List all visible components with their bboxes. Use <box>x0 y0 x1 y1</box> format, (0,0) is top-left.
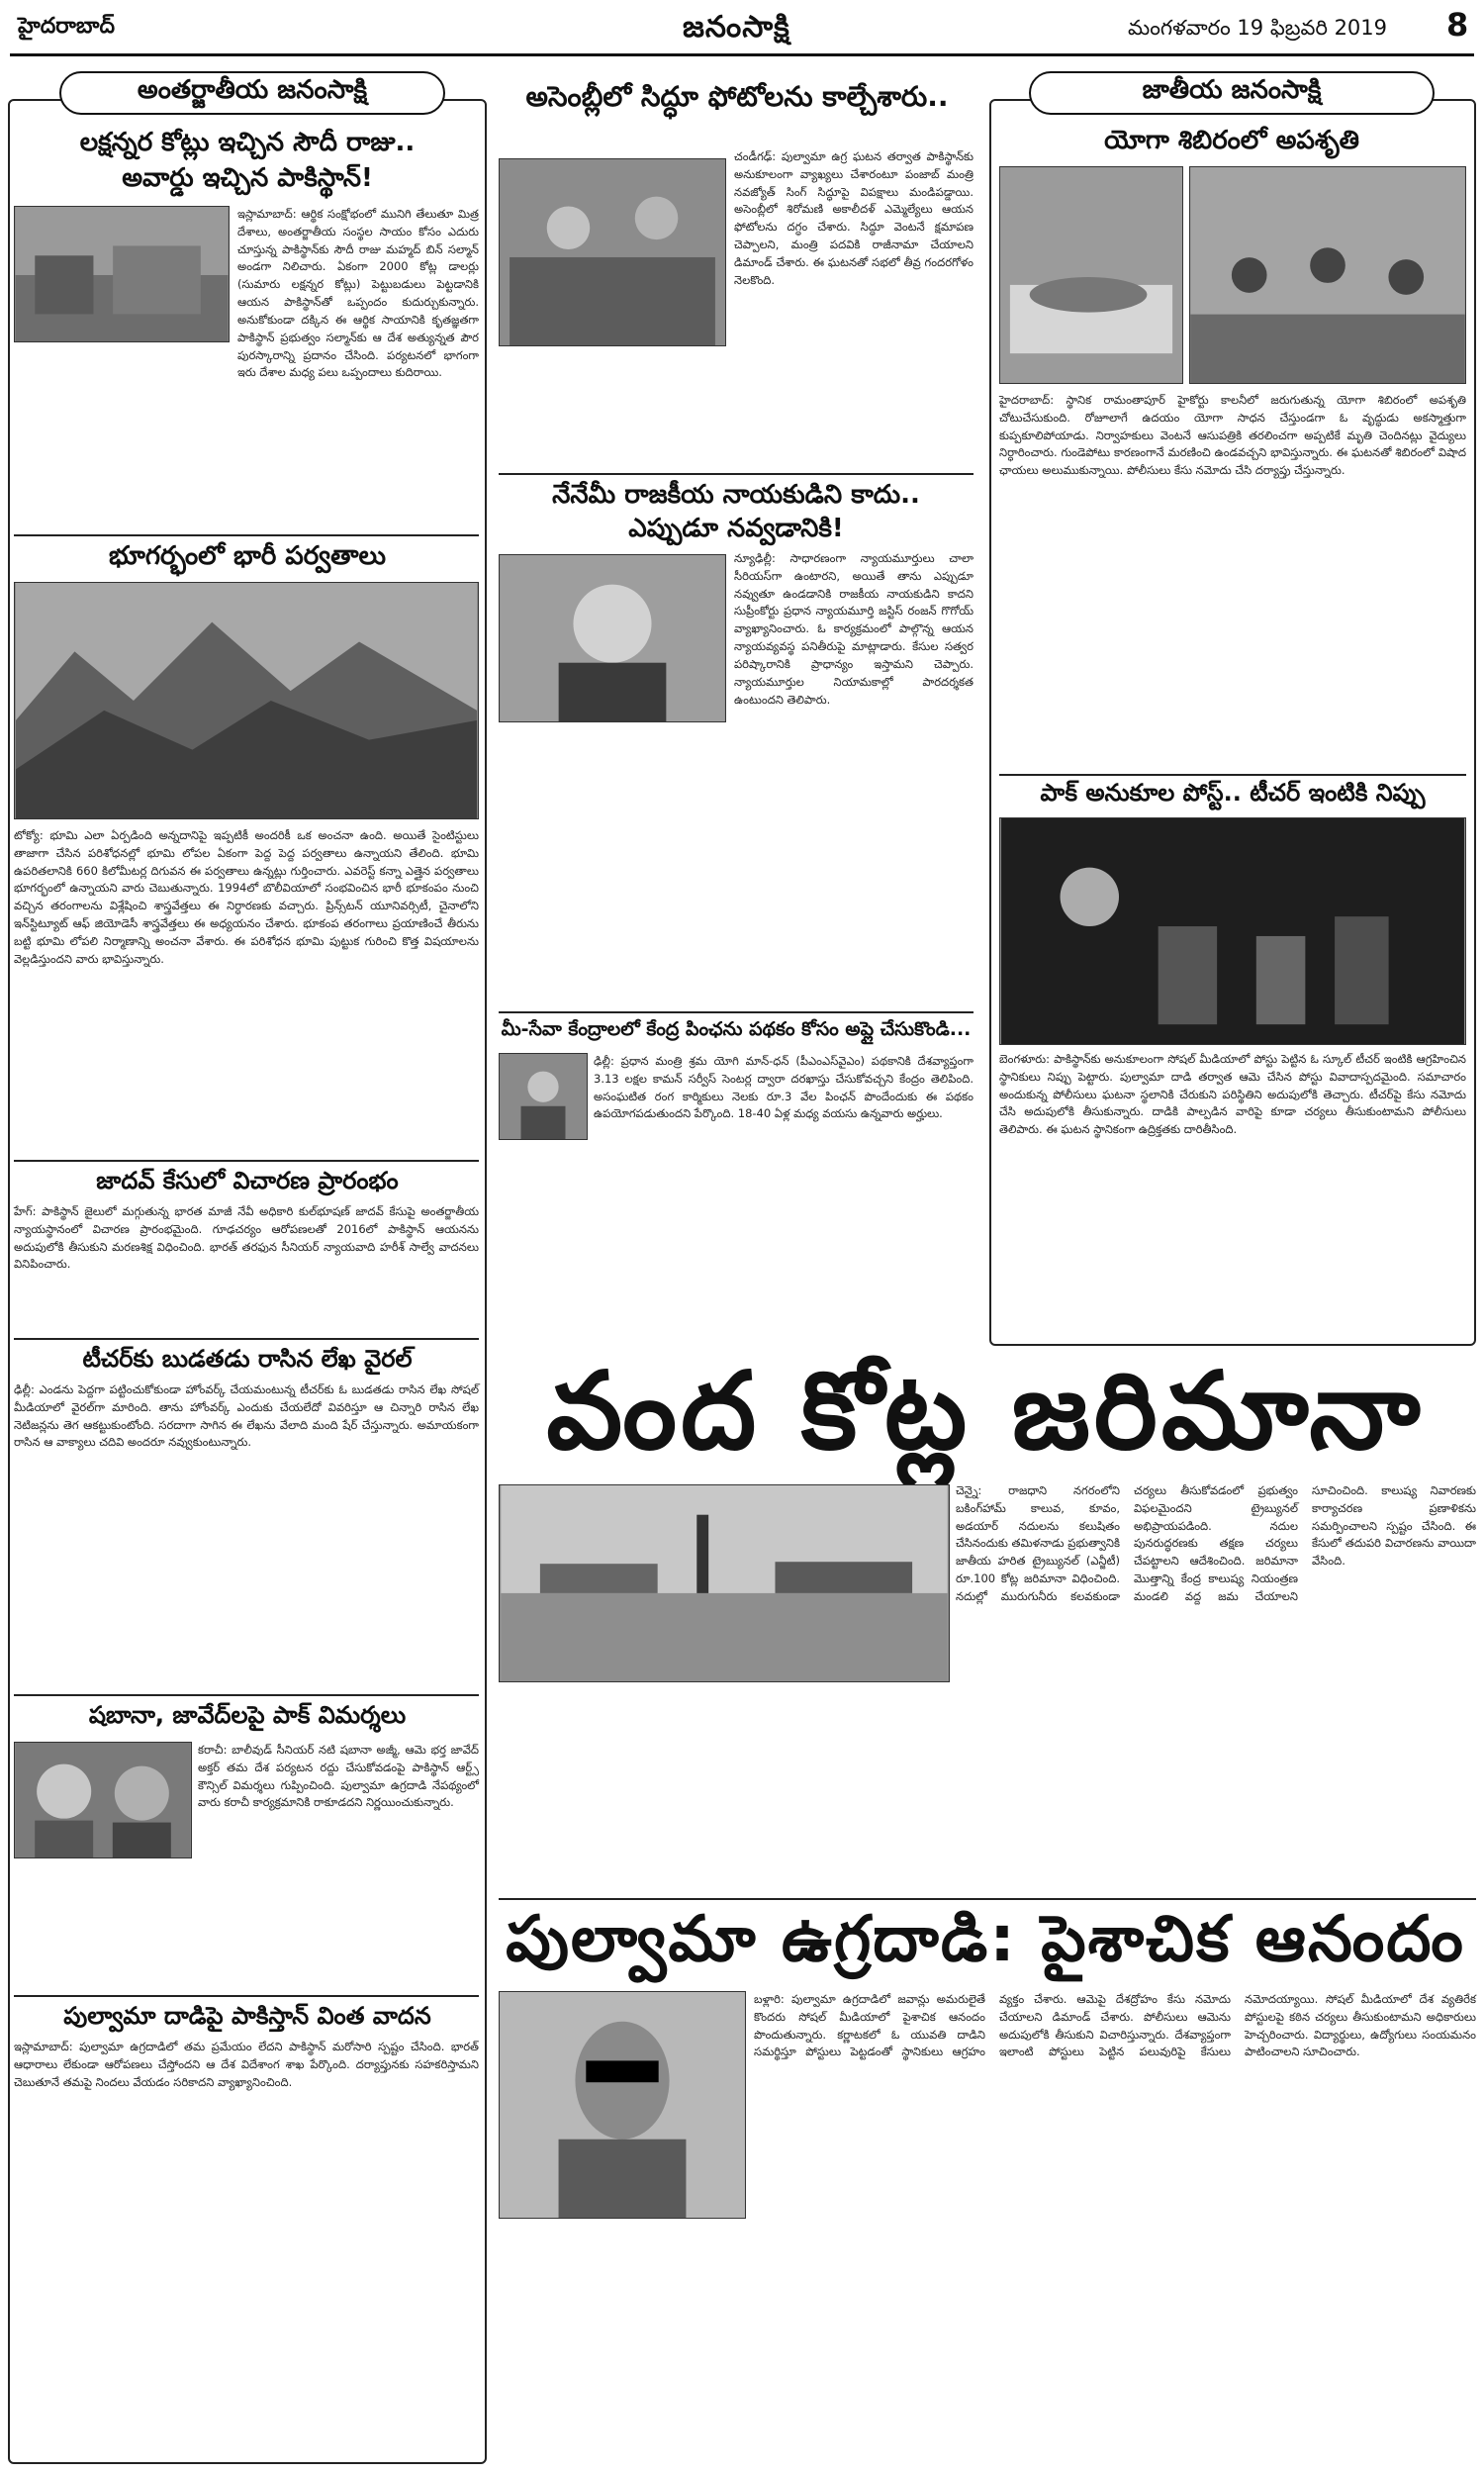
yoga-body: హైదరాబాద్‌: స్థానిక రామంతాపూర్‌ హైకోర్టు కాలనీలో జరుగుతున్న యోగా శిబిరంలో అపశృతి చోటుచేసుకుంది. రోజూలాగే ఉదయం యోగా సాధన చేస్తుండగా ఓ వృద్ధుడు అకస్మాత్తుగా కుప్పకూలిపోయాడు. నిర్వాహకులు వెంటనే ఆసుపత్రికి తరలించగా అప్పటికే మృతి చెందినట్లు వైద్యులు నిర్ధారించారు. గుండెపోటు కారణంగానే మరణించి ఉండవచ్చని భావిస్తున్నారు. ఈ ఘటనతో శిబిరంలో విషాద ఛాయలు అలుముకున్నాయి. పోలీసులు కేసు నమోదు చేసి దర్యాప్తు చేస్తున్నారు. <box>999 393 1466 478</box>
pulwama-joy-body: బళ్లారి: పుల్వామా ఉగ్రదాడిలో జవాన్లు అమరులైతే కొందరు సోషల్‌ మీడియాలో పైశాచిక ఆనందం పొందుతున్నారు. కర్ణాటకలో ఓ యువతి దాడిని సమర్థిస్తూ పోస్టులు పెట్టడంతో స్థానికులు ఆగ్రహం వ్యక్తం చేశారు. ఆమెపై దేశద్రోహం కేసు నమోదు చేయాలని డిమాండ్‌ చేశారు. పోలీసులు ఆమెను అదుపులోకి తీసుకుని విచారిస్తున్నారు. దేశవ్యాప్తంగా ఇలాంటి పోస్టులు పెట్టిన పలువురిపై కేసులు నమోదయ్యాయి. సోషల్‌ మీడియాలో దేశ వ్యతిరేక పోస్టులపై కఠిన చర్యలు తీసుకుంటామని అధికారులు హెచ్చరించారు. విద్యార్థులు, ఉద్యోగులు సంయమనం పాటించాలని సూచించారు. <box>754 1992 1476 2059</box>
divider <box>499 473 974 475</box>
divider <box>499 1898 1476 1900</box>
meeseva-headline: మీ-సేవా కేంద్రాలలో కేంద్ర పింఛను పథకం కోసం అప్లై చేసుకొండి... <box>501 1018 972 1040</box>
saudi-body: ఇస్లామాబాద్‌: ఆర్థిక సంక్షోభంలో మునిగి తేలుతూ మిత్ర దేశాలు, అంతర్జాతీయ సంస్థల సాయం కోసం ఎదురు చూస్తున్న పాకిస్థాన్‌కు సౌదీ రాజు మహ్మద్‌ బిన్‌ సల్మాన్‌ అండగా నిలిచారు. ఏకంగా 2000 కోట్ల డాలర్లు (సుమారు లక్షన్నర కోట్లు) పెట్టుబడులు పెట్టడానికి ఆయన పాకిస్థాన్‌తో ఒప్పందం కుదుర్చుకున్నారు. అనుకోకుండా దక్కిన ఈ ఆర్థిక సాయానికి కృతజ్ఞతగా పాకిస్థాన్‌ ప్రభుత్వం సల్మాన్‌కు ఆ దేశ అత్యున్నత పౌర పురస్కారాన్ని ప్రదానం చేసింది. పర్యటనలో భాగంగా ఇరు దేశాల మధ్య పలు ఒప్పందాలు కుదిరాయి. <box>237 207 479 380</box>
shabana-headline: షబానా, జావేద్‌లపై పాక్‌ విమర్శలు <box>88 1701 407 1729</box>
yoga-headline: యోగా శిబిరంలో అపశృతి <box>1104 126 1359 155</box>
fine-headline: వంద కోట్ల జరిమానా <box>546 1350 1425 1474</box>
cj-photo-image <box>500 555 725 721</box>
river-photo-image <box>500 1485 949 1681</box>
sidhu-body-cont <box>499 350 726 465</box>
shabana-body: కరాచీ: బాలీవుడ్‌ సీనియర్‌ నటి షబానా అజ్మీ, ఆమె భర్త జావేద్‌ అక్తర్‌ తమ దేశ పర్యటన రద్దు చేసుకోవడంపై పాకిస్థాన్‌ ఆర్ట్స్‌ కౌన్సిల్‌ విమర్శలు గుప్పించింది. పుల్వామా ఉగ్రదాడి నేపథ్యంలో వారు కరాచీ కార్యక్రమానికి రాకూడదని నిర్ణయించుకున్నారు. <box>198 1743 479 1810</box>
teacher-house-body: బెంగళూరు: పాకిస్థాన్‌కు అనుకూలంగా సోషల్‌ మీడియాలో పోస్టు పెట్టిన ఓ స్కూల్‌ టీచర్‌ ఇంటికి ఆగ్రహించిన స్థానికులు నిప్పు పెట్టారు. పుల్వామా దాడి తర్వాత ఆమె చేసిన పోస్టు వివాదాస్పదమైంది. సమాచారం అందుకున్న పోలీసులు ఘటనా స్థలానికి చేరుకుని పరిస్థితిని అదుపులోకి తెచ్చారు. టీచర్‌పై కేసు నమోదు చేసి అదుపులోకి తీసుకున్నారు. దాడికి పాల్పడిన వారిపై కూడా చర్యలు తీసుకుంటామని పోలీసులు తెలిపారు. ఈ ఘటన స్థానికంగా ఉద్రిక్తతకు దారితీసింది. <box>999 1052 1466 1137</box>
fine-body: చెన్నై: రాజధాని నగరంలోని బకింగ్‌హామ్‌ కాలువ, కూవం, అడయార్‌ నదులను కలుషితం చేసినందుకు తమిళనాడు ప్రభుత్వానికి జాతీయ హరిత ట్రైబ్యునల్‌ (ఎన్జీటీ) రూ.100 కోట్ల జరిమానా విధించింది. నదుల్లో మురుగునీరు కలవకుండా చర్యలు తీసుకోవడంలో ప్రభుత్వం విఫలమైందని ట్రైబ్యునల్‌ అభిప్రాయపడింది. నదుల పునరుద్ధరణకు తక్షణ చర్యలు చేపట్టాలని ఆదేశించింది. జరిమానా మొత్తాన్ని కేంద్ర కాలుష్య నియంత్రణ మండలి వద్ద జమ చేయాలని సూచించింది. కాలుష్య నివారణకు కార్యాచరణ ప్రణాళికను సమర్పించాలని స్పష్టం చేసింది. ఈ కేసులో తదుపరి విచారణను వాయిదా వేసింది. <box>956 1483 1476 1603</box>
sidhu-photo <box>499 158 726 346</box>
page-number: 8 <box>1446 6 1469 44</box>
divider <box>14 534 479 536</box>
divider <box>14 1338 479 1340</box>
divider <box>14 1694 479 1696</box>
earthquake-headline: భూగర్భంలో భారీ పర్వతాలు <box>109 541 386 571</box>
pulwama-pak-body: ఇస్లామాబాద్‌: పుల్వామా ఉగ్రదాడిలో తమ ప్రమేయం లేదని పాకిస్థాన్‌ మరోసారి స్పష్టం చేసింది. భారత్‌ ఆధారాలు లేకుండా ఆరోపణలు చేస్తోందని ఆ దేశ విదేశాంగ శాఖ పేర్కొంది. దర్యాప్తునకు సహకరిస్తామని చెబుతూనే తమపై నిందలు వేయడం సరికాదని వ్యాఖ్యానించింది. <box>14 2040 479 2089</box>
meeseva-body: ఢిల్లీ: ప్రధాన మంత్రి శ్రమ యోగి మాన్‌-ధన్‌ (పీఎంఎస్‌వైఎం) పథకానికి దేశవ్యాప్తంగా 3.13 లక్షల కామన్‌ సర్వీస్‌ సెంటర్ల ద్వారా దరఖాస్తు చేసుకోవచ్చని కేంద్రం తెలిపింది. అసంఘటిత రంగ కార్మికులు నెలకు రూ.3 వేల పింఛన్‌ పొందేందుకు ఈ పథకం ఉపయోగపడుతుందని పేర్కొంది. 18-40 ఏళ్ల మధ్య వయసు ఉన్నవారు అర్హులు. <box>594 1054 974 1121</box>
saudi-headline-2: అవార్డు ఇచ్చిన పాకిస్థాన్‌! <box>122 163 373 193</box>
meeseva-photo <box>499 1053 588 1140</box>
teacher-letter-body: ఢిల్లీ: ఎండను పెద్దగా పట్టించుకోకుండా హోంవర్క్‌ చేయమంటున్న టీచర్‌కు ఓ బుడతడు రాసిన లేఖ సోషల్‌ మీడియాలో వైరల్‌గా మారింది. తాను హోంవర్క్‌ ఎందుకు చేయలేదో వివరిస్తూ ఆ చిన్నారి రాసిన లేఖ నెటిజన్లను తెగ ఆకట్టుకుంటోంది. సరదాగా సాగిన ఈ లేఖను వేలాది మంది షేర్‌ చేస్తున్నారు. అమాయకంగా రాసిన ఆ వాక్యాలు చదివి అందరూ నవ్వుకుంటున్నారు. <box>14 1382 479 1450</box>
cj-photo <box>499 554 726 722</box>
pulwama-joy-body-cont <box>499 2227 746 2464</box>
fire-photo-image <box>1000 818 1465 1044</box>
cj-headline-1: నేనేమీ రాజకీయ నాయకుడిని కాదు.. <box>552 480 920 510</box>
cj-headline-2: ఎప్పుడూ నవ్వడానికి! <box>628 514 844 543</box>
saudi-headline-1: లక్షన్నర కోట్లు ఇచ్చిన సౌదీ రాజు.. <box>79 128 416 157</box>
cj-body-cont <box>499 728 726 1005</box>
teacher-letter-headline: టీచర్‌కు బుడతడు రాసిన లేఖ వైరల్‌ <box>82 1345 413 1373</box>
sidhu-headline: అసెంబ్లీలో సిద్ధూ ఫోటోలను కాల్చేశారు.. <box>525 80 949 113</box>
sidhu-photo-image <box>500 159 725 345</box>
jadhav-body: హేగ్‌: పాకిస్థాన్‌ జైలులో మగ్గుతున్న భారత మాజీ నేవీ అధికారి కుల్‌భూషణ్‌ జాదవ్‌ కేసుపై అంతర్జాతీయ న్యాయస్థానంలో విచారణ ప్రారంభమైంది. గూఢచర్యం ఆరోపణలతో 2016లో పాకిస్థాన్‌ ఆయనను అదుపులోకి తీసుకుని మరణశిక్ష విధించింది. భారత్‌ తరఫున సీనియర్‌ న్యాయవాది హరీశ్‌ సాల్వే వాదనలు వినిపించారు. <box>14 1204 479 1272</box>
masthead-city: హైదరాబాద్ <box>18 14 115 39</box>
fine-body-cont <box>499 1690 950 1892</box>
divider <box>999 774 1466 776</box>
pulwama-pak-headline: పుల్వామా దాడిపై పాకిస్తాన్‌ వింత వాదన <box>63 2002 431 2030</box>
masthead-rule <box>10 53 1474 56</box>
woman-photo-image <box>500 1992 745 2218</box>
masthead-date: మంగళవారం 19 ఫిబ్రవరి 2019 <box>1128 16 1388 40</box>
jadhav-headline: జాదవ్‌ కేసులో విచారణ ప్రారంభం <box>96 1167 399 1194</box>
shabana-photo-image <box>15 1743 191 1857</box>
divider <box>14 1995 479 1997</box>
yoga-photo-1-image <box>1000 167 1182 383</box>
sidhu-body: చండీగఢ్‌: పుల్వామా ఉగ్ర ఘటన తర్వాత పాకిస్థాన్‌కు అనుకూలంగా వ్యాఖ్యలు చేశారంటూ పంజాబ్‌ మంత్రి నవజ్యోత్‌ సింగ్‌ సిద్ధూపై విపక్షాలు మండిపడ్డాయి. అసెంబ్లీలో శిరోమణి అకాలీదళ్‌ ఎమ్మెల్యేలు ఆయన ఫోటోలను దగ్ధం చేశారు. సిద్ధూ వెంటనే క్షమాపణ చెప్పాలని, మంత్రి పదవికి రాజీనామా చేయాలని డిమాండ్‌ చేశారు. ఈ ఘటనతో సభలో తీవ్ర గందరగోళం నెలకొంది. <box>734 149 974 287</box>
earthquake-body: టోక్యో: భూమి ఎలా ఏర్పడింది అన్నదానిపై ఇప్పటికీ అందరికీ ఒక అంచనా ఉంది. అయితే సైంటిస్టులు తాజాగా చేసిన పరిశోధనల్లో భూమి లోపల ఏకంగా పెద్ద పెద్ద పర్వతాలు ఉన్నాయని తేలింది. భూమి ఉపరితలానికి 660 కిలోమీటర్ల దిగువన ఈ పర్వతాలు ఉన్నట్లు గుర్తించారు. ఎవరెస్ట్‌ కన్నా ఎత్తైన పర్వతాలు భూగర్భంలో ఉన్నాయని వారు చెబుతున్నారు. 1994లో బొలీవియాలో సంభవించిన భారీ భూకంపం నుంచి వచ్చిన తరంగాలను విశ్లేషించి శాస్త్రవేత్తలు ఈ నిర్ధారణకు వచ్చారు. ప్రిన్స్‌టన్‌ యూనివర్సిటీ, చైనాలోని ఇన్‌స్టిట్యూట్‌ ఆఫ్‌ జియోడెసీ శాస్త్రవేత్తలు ఈ అధ్యయనం చేశారు. భూకంప తరంగాలు ప్రయాణించే తీరును బట్టి భూమి లోపలి నిర్మాణాన్ని అంచనా వేశారు. ఈ పరిశోధన భూమి పుట్టుక గురించి కొత్త విషయాలను వెల్లడిస్తుందని వారు భావిస్తున్నారు. <box>14 828 479 966</box>
cj-body: న్యూఢిల్లీ: సాధారణంగా న్యాయమూర్తులు చాలా సీరియస్‌గా ఉంటారని, అయితే తాను ఎప్పుడూ నవ్వుతూ ఉండడానికి రాజకీయ నాయకుడిని కాదని సుప్రీంకోర్టు ప్రధాన న్యాయమూర్తి జస్టిస్‌ రంజన్‌ గొగోయ్‌ వ్యాఖ్యానించారు. ఓ కార్యక్రమంలో పాల్గొన్న ఆయన న్యాయవ్యవస్థ పనితీరుపై మాట్లాడారు. కేసుల సత్వర పరిష్కారానికి ప్రాధాన్యం ఇస్తామని చెప్పారు. న్యాయమూర్తుల నియామకాల్లో పారదర్శకత ఉంటుందని తెలిపారు. <box>734 551 974 707</box>
meeseva-photo-image <box>500 1054 587 1139</box>
masthead-logo: జనంసాక్షి <box>683 10 790 45</box>
divider <box>499 1011 974 1013</box>
yoga-photo-1 <box>999 166 1183 384</box>
section-international: అంతర్జాతీయ జనంసాక్షి <box>59 71 445 115</box>
saudi-body-cont <box>14 346 479 520</box>
pulwama-joy-headline: పుల్వామా ఉగ్రదాడి: పైశాచిక ఆనందం <box>506 1903 1465 1976</box>
saudi-photo-image <box>15 207 229 341</box>
yoga-photo-2-image <box>1190 167 1465 383</box>
shabana-photo <box>14 1742 192 1858</box>
mountain-photo <box>14 582 479 819</box>
woman-photo <box>499 1991 746 2219</box>
yoga-photo-2 <box>1189 166 1466 384</box>
fire-photo <box>999 817 1466 1045</box>
river-photo <box>499 1484 950 1682</box>
mountain-photo-image <box>15 583 478 818</box>
divider <box>14 1160 479 1162</box>
teacher-house-headline: పాక్‌ అనుకూల పోస్ట్‌.. టీచర్‌ ఇంటికి నిప్పు <box>1040 779 1426 807</box>
section-national: జాతీయ జనంసాక్షి <box>1029 71 1435 115</box>
saudi-photo <box>14 206 230 342</box>
